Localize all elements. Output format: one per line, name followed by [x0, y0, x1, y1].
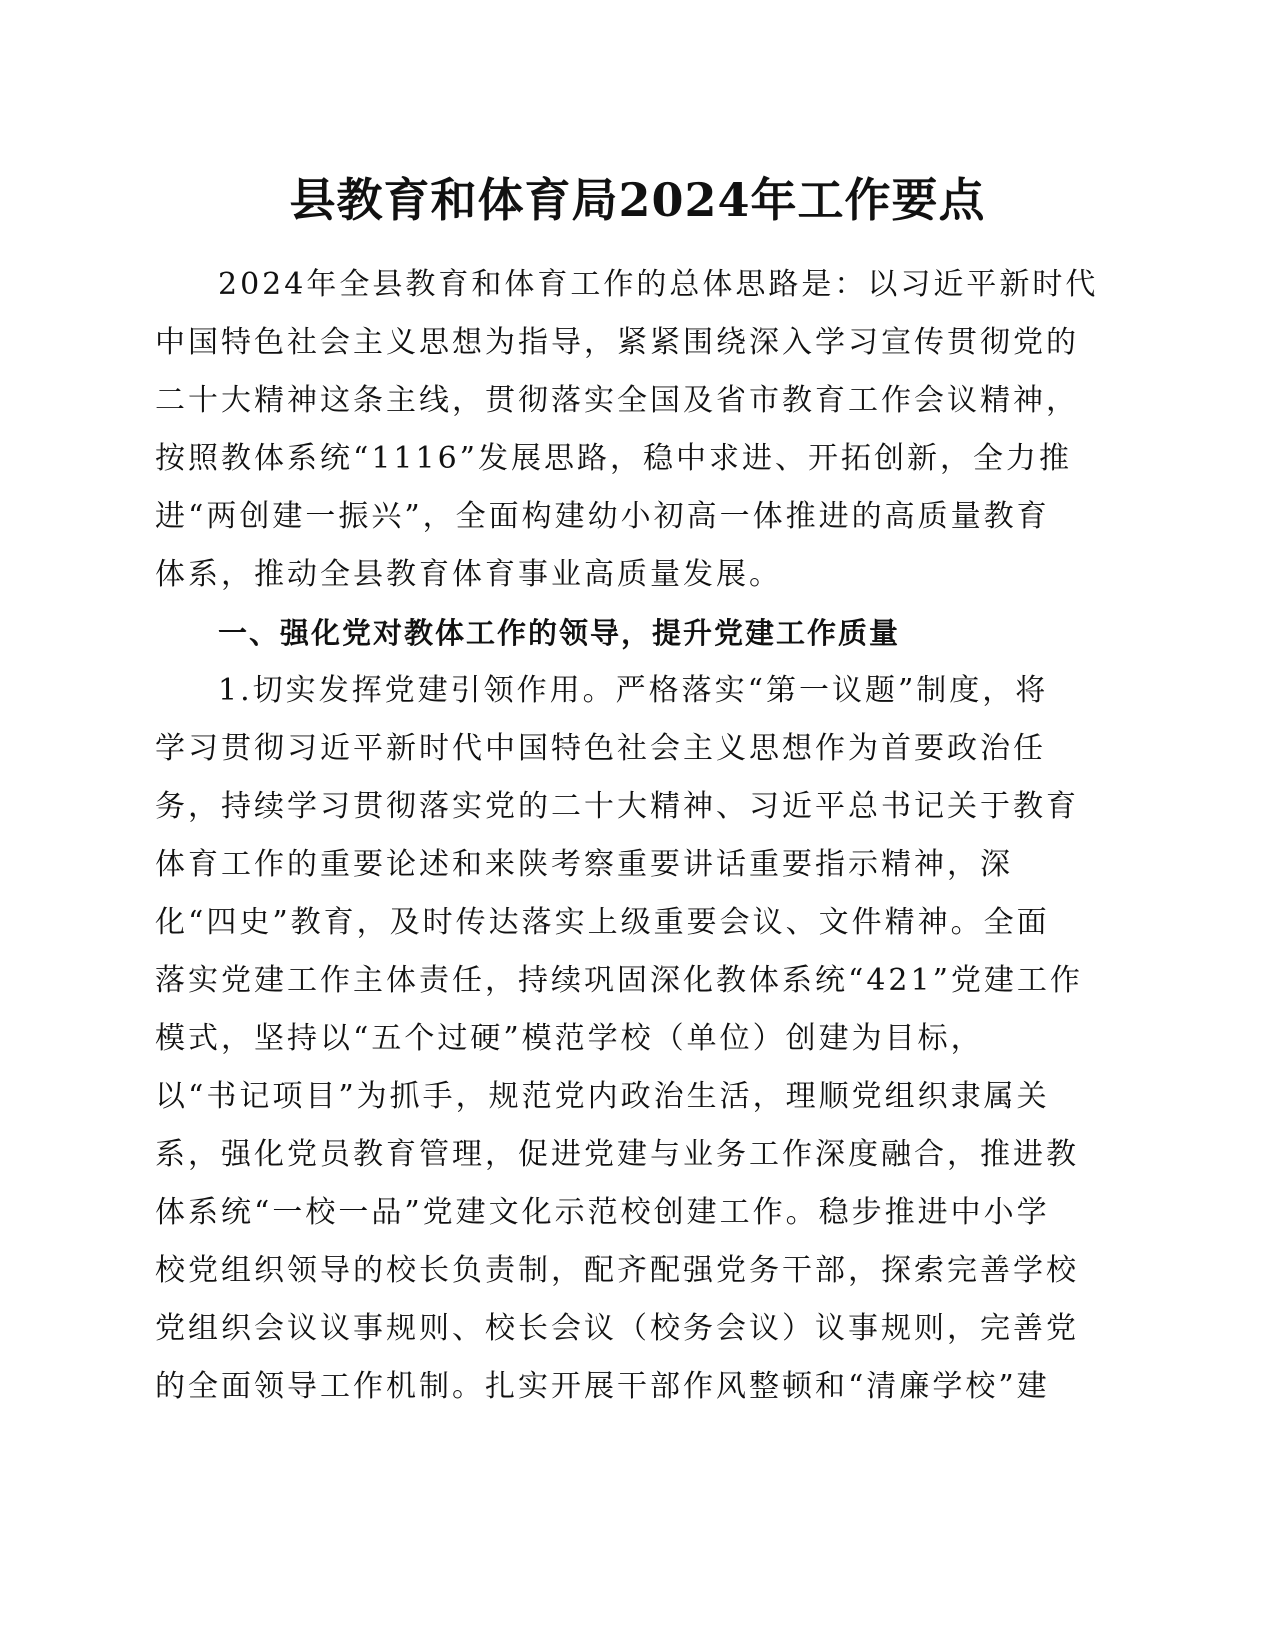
paragraph-line: 体育工作的重要论述和来陕考察重要讲话重要指示精神，深 [155, 847, 1013, 882]
paragraph-line: 学习贯彻习近平新时代中国特色社会主义思想作为首要政治任 [155, 731, 1046, 766]
paragraph-line: 中国特色社会主义思想为指导，紧紧围绕深入学习宣传贯彻党的 [155, 325, 1079, 360]
paragraph-line: 务，持续学习贯彻落实党的二十大精神、习近平总书记关于教育 [155, 789, 1079, 824]
paragraph-line: 进“两创建一振兴”，全面构建幼小初高一体推进的高质量教育 [155, 499, 1050, 534]
paragraph-line: 以“书记项目”为抓手，规范党内政治生活，理顺党组织隶属关 [155, 1079, 1050, 1114]
paragraph-line: 党组织会议议事规则、校长会议（校务会议）议事规则，完善党 [155, 1311, 1079, 1346]
paragraph-line: 体系统“一校一品”党建文化示范校创建工作。稳步推进中小学 [155, 1195, 1050, 1230]
paragraph-line: 二十大精神这条主线，贯彻落实全国及省市教育工作会议精神， [155, 383, 1079, 418]
paragraph-line: 的全面领导工作机制。扎实开展干部作风整顿和“清廉学校”建 [155, 1369, 1050, 1404]
paragraph-line: 按照教体系统“1116”发展思路，稳中求进、开拓创新，全力推 [155, 441, 1073, 476]
section-heading: 一、强化党对教体工作的领导，提升党建工作质量 [218, 616, 901, 650]
paragraph-line: 系，强化党员教育管理，促进党建与业务工作深度融合，推进教 [155, 1137, 1079, 1172]
paragraph-line: 1.切实发挥党建引领作用。严格落实“第一议题”制度，将 [218, 673, 1049, 708]
paragraph-line: 模式，坚持以“五个过硬”模范学校（单位）创建为目标， [155, 1021, 984, 1056]
document-title: 县教育和体育局2024年工作要点 [289, 173, 986, 227]
paragraph-line: 化“四史”教育，及时传达落实上级重要会议、文件精神。全面 [155, 905, 1050, 940]
paragraph-line: 校党组织领导的校长负责制，配齐配强党务干部，探索完善学校 [155, 1253, 1079, 1288]
paragraph-line: 落实党建工作主体责任，持续巩固深化教体系统“421”党建工作 [155, 963, 1083, 998]
paragraph-line: 2024年全县教育和体育工作的总体思路是：以习近平新时代 [218, 267, 1099, 302]
paragraph-line: 体系，推动全县教育体育事业高质量发展。 [155, 557, 782, 592]
